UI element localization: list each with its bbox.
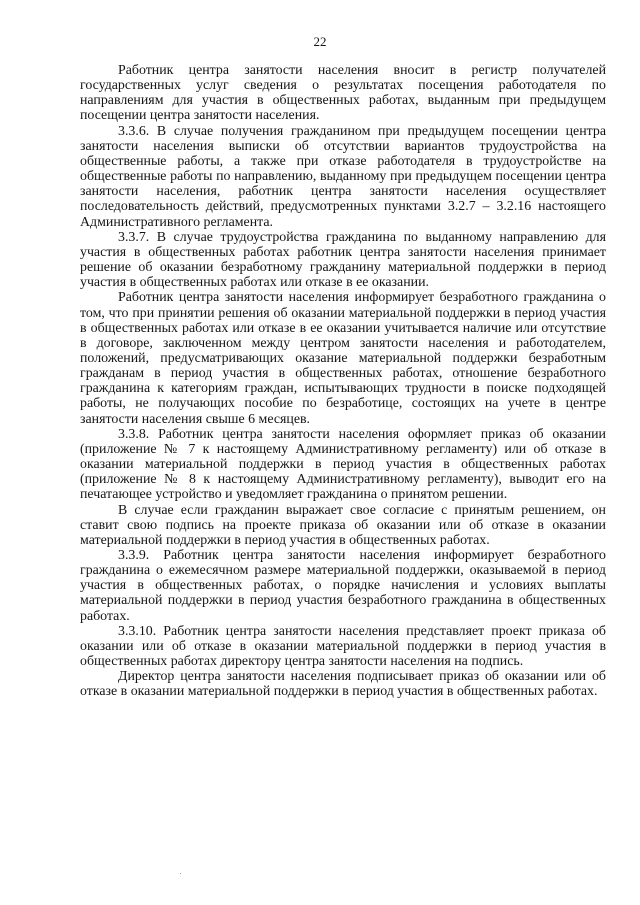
paragraph-3-3-7: 3.3.7. В случае трудоустройства гражданина по выданному направлению для участия в общественных работах работник центра занятости населения принимает решение об оказании безработному гражданину материальной поддержки в период участия в общественных работах или отказе в ее оказании. bbox=[80, 229, 606, 291]
paragraph-3-3-8: 3.3.8. Работник центра занятости населения оформляет приказ об оказании (приложение № 7 к настоящему Административному регламенту) или об отказе в оказании материальной поддержки в период участия в общественных работах (приложение № 8 к настоящему Административному регламенту), выводит его на печатающее устройство и уведомляет гражданина о принятом решении. bbox=[80, 426, 606, 503]
paragraph-registry-entry: Работник центра занятости населения вносит в регистр получателей государственных услуг сведения о результатах посещения работодателя по направлениям для участия в общественных работах, выданным при предыдущем посещении центра занятости населения. bbox=[80, 63, 606, 124]
page-number: 22 bbox=[313, 34, 327, 49]
paragraph-3-3-9: 3.3.9. Работник центра занятости населения информирует безработного гражданина о ежемесячном размере материальной поддержки, оказываемой в период участия в общественных работах, о порядке начисления и условиях выплаты материальной поддержки в период участия безработного гражданина в общественных работах. bbox=[80, 548, 606, 624]
scan-speck bbox=[180, 873, 181, 874]
document-body bbox=[80, 63, 606, 700]
paragraph-director-signs: Директор центра занятости населения подписывает приказ об оказании или об отказе в оказании материальной поддержки в период участия в общественных работах. bbox=[80, 669, 606, 700]
paragraph-informs-citizen: Работник центра занятости населения информирует безработного гражданина о том, что при принятии решения об оказании материальной поддержки в период участия в общественных работах или отказе в ее оказании учитывается наличие или отсутствие в договоре, заключенном между центром занятости населения и работодателем, положений, предусматривающих оказание материальной поддержки безработным гражданам в период участия в общественных работах, отношение безработного гражданина к категориям граждан, испытывающих трудности в поиске подходящей работы, не получающих пособие по безработице, состоящих на учете в центре занятости населения свыше 6 месяцев. bbox=[80, 290, 606, 427]
paragraph-3-3-10: 3.3.10. Работник центра занятости населения представляет проект приказа об оказании или об отказе в оказании материальной поддержки в период участия в общественных работах директору центра занятости населения на подпись. bbox=[80, 623, 606, 670]
paragraph-consent-signature: В случае если гражданин выражает свое согласие с принятым решением, он ставит свою подпись на проекте приказа об оказании или об отказе в оказании материальной поддержки в период участия в общественных работах. bbox=[80, 502, 606, 548]
paragraph-3-3-6: 3.3.6. В случае получения гражданином при предыдущем посещении центра занятости населения выписки об отсутствии вариантов трудоустройства на общественные работы, а также при отказе работодателя в трудоустройстве на общественные работы по направлению, выданному при предыдущем посещении центра занятости населения, работник центра занятости населения осуществляет последовательность действий, предусмотренных пунктами 3.2.7 – 3.2.16 настоящего Административного регламента. bbox=[80, 123, 606, 230]
